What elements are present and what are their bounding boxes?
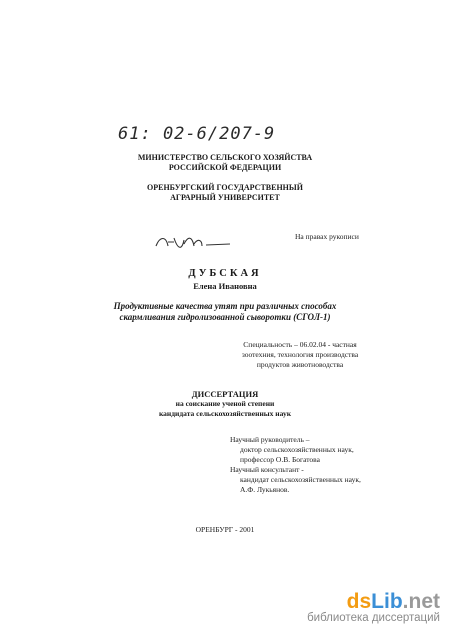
university-heading	[0, 183, 450, 203]
dslib-tagline: библиотека диссертаций	[307, 612, 440, 624]
specialty-line-3: продуктов животноводства	[256, 360, 344, 369]
specialty-line-1: Специальность – 06.02.04 - частная	[243, 340, 357, 349]
advisors	[230, 435, 361, 495]
manuscript-note: На правах рукописи	[295, 232, 359, 241]
dissertation-line-2: на соискание ученой степени	[175, 399, 275, 408]
title-line-2: скармливания гидролизованной сыворотки (СГОЛ-1)	[119, 312, 331, 322]
ministry-line-1: МИНИСТЕРСТВО СЕЛЬСКОГО ХОЗЯЙСТВА	[137, 153, 313, 162]
dslib-watermark	[307, 592, 440, 624]
logo-ds: ds	[346, 590, 372, 613]
consultant-line-1: Научный консультант -	[230, 465, 304, 474]
signature	[152, 232, 232, 256]
specialty	[230, 340, 370, 370]
dissertation-heading	[0, 389, 450, 419]
ministry-line-2: РОССИЙСКОЙ ФЕДЕРАЦИИ	[168, 163, 282, 172]
title-line-1: Продуктивные качества утят при различных способах	[113, 301, 337, 311]
dissertation-title	[0, 301, 450, 323]
ministry-heading	[0, 153, 450, 173]
author-surname: ДУБСКАЯ	[188, 268, 262, 279]
logo-net: .net	[402, 590, 440, 613]
dslib-logo	[307, 592, 440, 612]
consultant-line-2: кандидат сельскохозяйственных наук,	[240, 475, 361, 484]
author-name: Елена Ивановна	[193, 281, 257, 291]
signature-scribble	[152, 232, 232, 256]
advisor-line-2: доктор сельскохозяйственных наук,	[240, 445, 354, 454]
dissertation-label: ДИССЕРТАЦИЯ	[191, 389, 259, 399]
archive-code: 61: 02-6/207-9	[118, 124, 276, 144]
university-line-2: АГРАРНЫЙ УНИВЕРСИТЕТ	[170, 193, 280, 202]
advisor-line-3: профессор О.В. Богатова	[240, 455, 320, 464]
city-year: ОРЕНБУРГ - 2001	[195, 525, 255, 534]
university-line-1: ОРЕНБУРГСКИЙ ГОСУДАРСТВЕННЫЙ	[147, 183, 303, 192]
specialty-line-2: зоотехния, технология производства	[241, 350, 359, 359]
logo-lib: Lib	[371, 590, 403, 613]
dissertation-line-3: кандидата сельскохозяйственных наук	[158, 409, 292, 418]
consultant-line-3: А.Ф. Лукьянов.	[240, 485, 290, 494]
advisor-line-1: Научный руководитель –	[230, 435, 310, 444]
